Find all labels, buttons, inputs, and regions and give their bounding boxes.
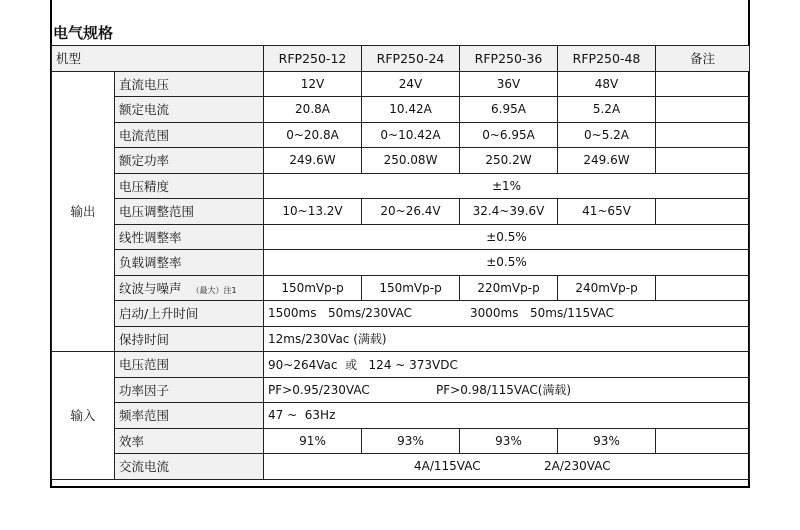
row-label: 纹波与噪声 <box>119 280 182 296</box>
row-label: 线性调整率 <box>115 224 264 250</box>
table-row <box>52 454 750 480</box>
table-row <box>52 224 750 250</box>
cell-value: 249.6W <box>264 148 362 174</box>
cell-value: 150mVp-p <box>264 275 362 301</box>
row-label: 额定电流 <box>115 97 264 123</box>
electrical-spec-table <box>51 45 750 480</box>
cell-value: 0~6.95A <box>460 122 558 148</box>
table-row <box>52 122 750 148</box>
row-label: 效率 <box>115 428 264 454</box>
cell-value: 93% <box>362 428 460 454</box>
remark-cell <box>656 71 750 97</box>
cell-value: 250.08W <box>362 148 460 174</box>
table-row <box>52 428 750 454</box>
cell-value: 240mVp-p <box>558 275 656 301</box>
cell-value: 220mVp-p <box>460 275 558 301</box>
row-label: 电压范围 <box>115 352 264 378</box>
model-header: RFP250-24 <box>362 46 460 72</box>
row-label: 电流范围 <box>115 122 264 148</box>
table-row <box>52 71 750 97</box>
cell-value: 32.4~39.6V <box>460 199 558 225</box>
table-row <box>52 199 750 225</box>
remark-cell <box>656 97 750 123</box>
header-row <box>52 46 750 72</box>
row-label: 频率范围 <box>115 403 264 429</box>
cell-value: 0~20.8A <box>264 122 362 148</box>
merged-value: 90~264Vac 或 124 ~ 373VDC <box>264 352 750 378</box>
row-label: 电压调整范围 <box>115 199 264 225</box>
table-row <box>52 275 750 301</box>
row-label: 保持时间 <box>115 326 264 352</box>
startup-value: 3000ms <box>470 306 519 321</box>
cell-value: 0~10.42A <box>362 122 460 148</box>
pf-value: PF>0.98/115VAC(满载) <box>436 383 572 398</box>
table-row <box>52 377 750 403</box>
merged-value <box>264 301 750 327</box>
ac-current-value: 2A/230VAC <box>544 459 611 474</box>
table-row <box>52 250 750 276</box>
cell-value: 5.2A <box>558 97 656 123</box>
cell-value: 20~26.4V <box>362 199 460 225</box>
table-row <box>52 173 750 199</box>
merged-value <box>264 454 750 480</box>
cell-value: 24V <box>362 71 460 97</box>
row-label: 负载调整率 <box>115 250 264 276</box>
merged-value: 12ms/230Vac (满载) <box>264 326 750 352</box>
merged-value: 47 ~ 63Hz <box>264 403 750 429</box>
remark-cell <box>656 199 750 225</box>
cell-value: 93% <box>460 428 558 454</box>
cell-value: 0~5.2A <box>558 122 656 148</box>
merged-value <box>264 377 750 403</box>
row-label: 电压精度 <box>115 173 264 199</box>
table-row <box>52 148 750 174</box>
cell-value: 250.2W <box>460 148 558 174</box>
remark-cell <box>656 122 750 148</box>
cell-value: 93% <box>558 428 656 454</box>
merged-value: ±0.5% <box>264 250 750 276</box>
cell-value: 10.42A <box>362 97 460 123</box>
cell-value: 48V <box>558 71 656 97</box>
row-label: 功率因子 <box>115 377 264 403</box>
table-row <box>52 97 750 123</box>
cell-value: 10~13.2V <box>264 199 362 225</box>
row-label-with-note <box>115 275 264 301</box>
row-label: 启动/上升时间 <box>115 301 264 327</box>
table-row <box>52 403 750 429</box>
model-header: RFP250-48 <box>558 46 656 72</box>
ac-current-value: 4A/115VAC <box>414 459 481 474</box>
cell-value: 12V <box>264 71 362 97</box>
startup-value: 1500ms <box>268 306 317 321</box>
row-label: 直流电压 <box>115 71 264 97</box>
merged-value: ±1% <box>264 173 750 199</box>
model-header: RFP250-12 <box>264 46 362 72</box>
footnote-marker: （最大）注1 <box>191 285 237 295</box>
remark-cell <box>656 428 750 454</box>
merged-value: ±0.5% <box>264 224 750 250</box>
output-group-label: 输出 <box>52 71 115 352</box>
model-label: 机型 <box>52 46 264 72</box>
startup-value: 50ms/115VAC <box>530 306 614 321</box>
startup-value: 50ms/230VAC <box>328 306 412 321</box>
input-group-label: 输入 <box>52 352 115 480</box>
table-row <box>52 301 750 327</box>
cell-value: 41~65V <box>558 199 656 225</box>
cell-value: 91% <box>264 428 362 454</box>
model-header: RFP250-36 <box>460 46 558 72</box>
pf-value: PF>0.95/230VAC <box>268 383 370 398</box>
cell-value: 6.95A <box>460 97 558 123</box>
section-title: 电气规格 <box>53 24 114 42</box>
cell-value: 20.8A <box>264 97 362 123</box>
table-row <box>52 352 750 378</box>
remark-cell <box>656 275 750 301</box>
row-label: 额定功率 <box>115 148 264 174</box>
table-row <box>52 326 750 352</box>
cell-value: 150mVp-p <box>362 275 460 301</box>
cell-value: 249.6W <box>558 148 656 174</box>
cell-value: 36V <box>460 71 558 97</box>
remark-cell <box>656 148 750 174</box>
row-label: 交流电流 <box>115 454 264 480</box>
remark-header: 备注 <box>656 46 750 72</box>
